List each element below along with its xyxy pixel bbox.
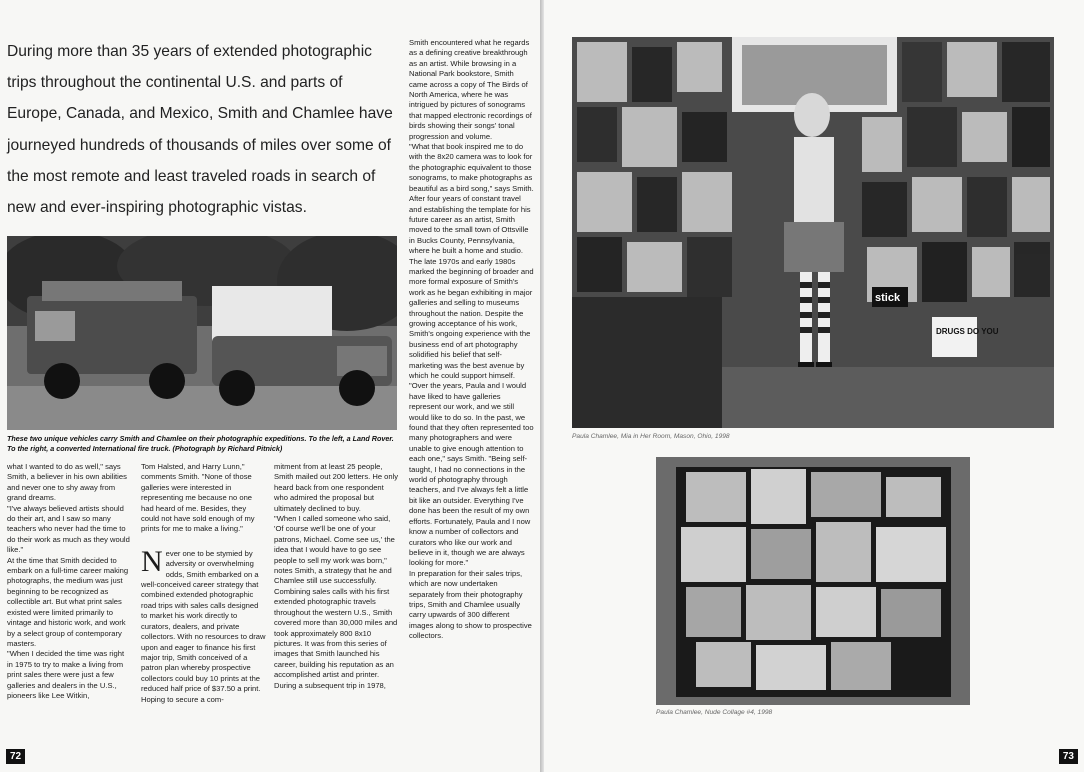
nude-collage-photo	[656, 457, 970, 705]
body-column-4	[409, 38, 534, 642]
paragraph: Smith encountered what he regards as a defining creative breakthrough as an artist. While browsing in a National Park bookstore, Smith came across a copy of The Birds of North America, where he was intrigued by pictures of sonograms that mapped electronic recordings of birds showing their songs' tonal progression and volume.	[409, 38, 532, 141]
paragraph: mitment from at least 25 people, Smith mailed out 200 letters. He only heard back from one respondent who admired the proposal but ultimately declined to buy.	[274, 462, 399, 513]
left-page	[0, 0, 540, 772]
paragraph: "When I decided the time was right in 1975 to try to make a living from print sales there were just a few galleries and dealers in the U.S., pioneers like Lee Witkin,	[7, 649, 125, 700]
mia-photo-caption: Paula Chamlee, Mia in Her Room, Mason, Ohio, 1998	[572, 433, 730, 440]
mia-room-photo	[572, 37, 1054, 428]
body-column-2	[141, 462, 266, 705]
paragraph: At the time that Smith decided to embark on a full-time career making photographs, the medium was just beginning to be recognized as collectible art. But what print sales existed were limited primarily to vintage and historic work, and work by a select group of contemporary masters.	[7, 555, 129, 648]
paragraph: After four years of constant travel and establishing the template for his future career as an artist, Smith moved to the small town of Ottsville in Bucks County, Pennsylvania, where he built a home and studio. The late 1970s and early 1980s marked the beginning of broader and more formal exposure of Smith's work as he began exhibiting in major galleries and selling to museums throughout the nation. Despite the growing acceptance of his work, Smith's ongoing experience with the business end of art photography solidified his belief that self-marketing was the best avenue by which he could support himself.	[409, 194, 534, 380]
paragraph: "What that book inspired me to do with the 8x20 camera was to look for the photographic equivalent to those sonograms, to make photographs as beautiful as a bird song," says Smith.	[409, 142, 534, 193]
poster-stick-text: stick	[875, 292, 901, 304]
body-column-1	[7, 462, 132, 701]
paragraph: "When I called someone who said, 'Of course we'll be one of your patrons, Michael. Come see us,' the idea that I would have to go see people to sell my work was born," notes Smith, a strategy that he and Chamlee still use successfully.	[274, 514, 395, 586]
collage-photo-caption: Paula Chamlee, Nude Collage #4, 1998	[656, 709, 773, 716]
poster-drugs-text: DRUGS DO YOU	[936, 327, 999, 336]
vehicles-photo	[7, 236, 397, 430]
vehicles-photo-caption: These two unique vehicles carry Smith and Chamlee on their photographic expeditions. To the left, a Land Rover. To the right, a converted International fire truck. (Photograph by Richard Pitnick)	[7, 434, 394, 453]
intro-paragraph: During more than 35 years of extended photographic trips throughout the continental U.S. and parts of Europe, Canada, and Mexico, Smith and Chamlee have journeyed hundreds of thousands of miles over some of the most remote and least traveled roads in search of new and ever-inspiring photographic vistas.	[7, 43, 393, 217]
paragraph: Tom Halsted, and Harry Lunn," comments Smith. "None of those galleries were interested in representing me because no one had heard of me. Besides, they could not have sold enough of my prints for me to make a living."	[141, 462, 255, 534]
paragraph: what I wanted to do as well," says Smith, a believer in his own abilities and never one to shy away from grand dreams.	[7, 462, 127, 503]
body-column-3	[274, 462, 399, 691]
paragraph: Combining sales calls with his first extended photographic travels throughout the western U.S., Smith covered more than 30,000 miles and took approximately 800 8x10 pictures. It was from this series of images that Smith launched his career, building his reputation as an accomplished artist and printer. During a subsequent trip in 1978,	[274, 586, 398, 690]
right-page	[544, 0, 1084, 772]
paragraph: In preparation for their sales trips, which are now undertaken separately from their photography trips, Smith and Chamlee usually carry upwards of 300 different images along to show to prospective collectors.	[409, 568, 532, 641]
drop-cap: N	[141, 544, 163, 578]
page-number: 73	[1059, 749, 1078, 764]
paragraph-with-dropcap	[141, 544, 266, 705]
paragraph: "I've always believed artists should do their art, and I saw so many teachers who never had the time to do their work as much as they would like."	[7, 503, 130, 555]
paragraph-text: ever one to be stymied by adversity or overwhelming odds, Smith embarked on a well-conceived career strategy that combined extended photographic road trips with sales calls designed to market his work directly to curators, dealers, and private collectors. With no resources to draw upon and eager to finance his first major trip, Smith conceived of a patron plan whereby prospective collectors could buy 10 prints at the reduced half price of $37.50 a print. Hoping to secure a com-	[141, 548, 266, 704]
page-number: 72	[6, 749, 25, 764]
paragraph: "Over the years, Paula and I would have liked to have galleries represent our work, and we still would like to do so. In the past, we found that they often represented too many photographers and were unable to give enough attention to each one," says Smith. "Being self-taught, I had no connections in the world of photography through teachers, and I've always felt a little bit like an outsider. Everything I've done has been the result of my own efforts. Fortunately, Paula and I now know a number of collectors and curators who like our work and believe in it, though we are always looking for more."	[409, 381, 534, 568]
